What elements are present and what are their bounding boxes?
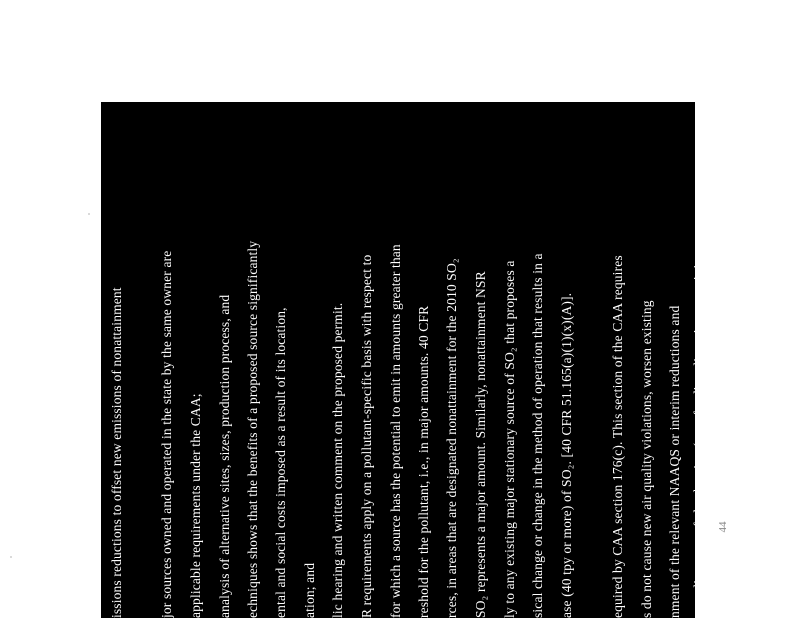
text-line: for which a source has the potential to emit in amounts greater than <box>388 244 403 618</box>
text-line: s do not cause new air quality violations, worsen existing <box>639 300 654 618</box>
text-line: reshold for the pollutant, i.e., in major amounts. 40 CFR <box>416 305 431 618</box>
text-line: SO₂ represents a major amount. Similarly, nonattainment NSR <box>473 271 488 618</box>
text-line: echniques shows that the benefits of a proposed source significantly <box>245 240 260 618</box>
text-line: rces, in areas that are designated nonattainment for the 2010 SO₂ <box>444 258 459 618</box>
text-line: ly to any existing major stationary source of SO₂ that proposes a <box>502 260 517 618</box>
scanned-text-block <box>101 102 706 618</box>
text-line: ental and social costs imposed as a result of its location, <box>273 307 288 618</box>
scan-speck <box>88 213 90 215</box>
text-line: ation; and <box>302 562 317 618</box>
text-line: applicable requirements under the CAA; <box>188 393 203 618</box>
page-number: 44 <box>717 521 729 533</box>
text-line: nment of the relevant NAAQS or interim reductions and <box>667 305 682 618</box>
text-line: issions reductions to offset new emissions of nonattainment <box>109 287 124 618</box>
text-line: sical change or change in the method of operation that results in a <box>530 253 545 618</box>
text-line: equired by CAA section 176(c). This section of the CAA requires <box>610 255 625 618</box>
scan-speck <box>10 556 12 558</box>
text-line: R requirements apply on a pollutant-specific basis with respect to <box>359 254 374 618</box>
text-line: ase (40 tpy or more) of SO₂. [40 CFR 51.165(a)(1)(x)(A)]. <box>559 292 574 618</box>
text-line: jor sources owned and operated in the state by the same owner are <box>159 250 174 618</box>
text-line: lic hearing and written comment on the proposed permit. <box>330 302 345 618</box>
rotated-text-column <box>101 102 706 618</box>
text-line: y applies to any federal action (e.g., funding, licensing, permitting, <box>691 247 706 618</box>
text-line: analysis of alternative sites, sizes, production process, and <box>217 294 232 618</box>
